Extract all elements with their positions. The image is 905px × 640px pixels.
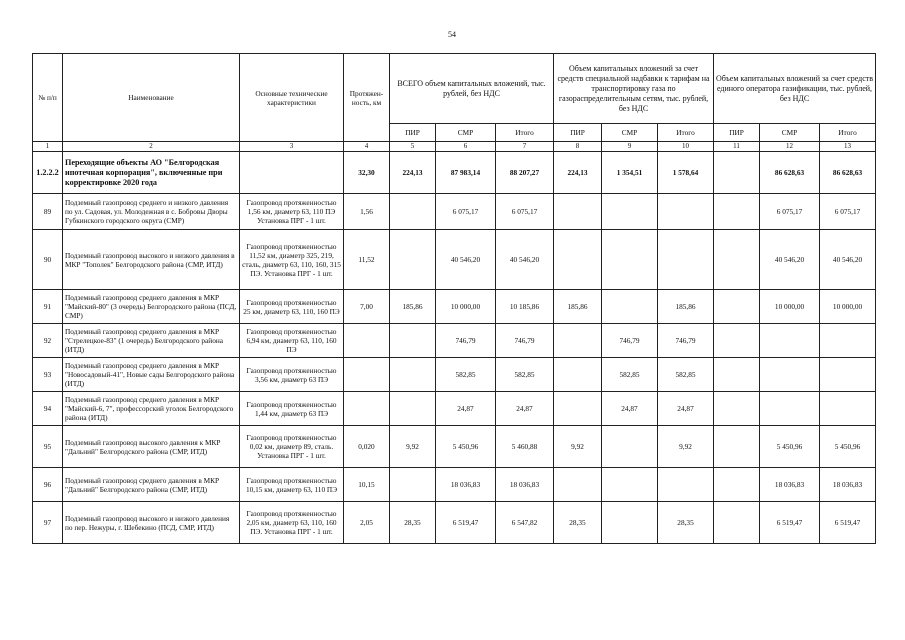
length-km: 7,00	[344, 290, 390, 324]
operator-itogo: 5 450,96	[820, 426, 876, 468]
technical-characteristics: Газопровод протяженностью 11,52 км, диаметр 325, 219, сталь, диаметр 63, 110, 160, 315 ПЭ. Установка ПРГ - 1 шт.	[240, 230, 344, 290]
object-name: Подземный газопровод среднего давления в МКР "Майский-80" (3 очередь) Белгородского района (ПСД, СМР)	[63, 290, 240, 324]
special-smr	[602, 290, 658, 324]
special-smr: 746,79	[602, 324, 658, 358]
column-number: 1	[33, 142, 63, 152]
length-km: 0,020	[344, 426, 390, 468]
row-number: 91	[33, 290, 63, 324]
operator-pir	[714, 502, 760, 544]
operator-itogo: 40 546,20	[820, 230, 876, 290]
object-name: Подземный газопровод среднего давления в МКР "Новосадовый-41", Новые сады Белгородского района (ИТД)	[63, 358, 240, 392]
object-name: Подземный газопровод среднего давления в МКР "Стрелецкое-83" (1 очередь) Белгородского района (ИТД)	[63, 324, 240, 358]
total-pir	[390, 194, 436, 230]
length-km	[344, 324, 390, 358]
total-smr: 6 519,47	[436, 502, 496, 544]
operator-pir	[714, 194, 760, 230]
operator-pir	[714, 290, 760, 324]
header-pir: ПИР	[714, 124, 760, 142]
header-total-group: ВСЕГО объем капитальных вложений, тыс. рублей, без НДС	[390, 54, 554, 124]
technical-characteristics: Газопровод протяженностью 3,56 км, диаметр 63 ПЭ	[240, 358, 344, 392]
table-row	[33, 290, 876, 324]
column-number: 5	[390, 142, 436, 152]
column-number: 4	[344, 142, 390, 152]
length-km: 1,56	[344, 194, 390, 230]
column-number: 2	[63, 142, 240, 152]
header-pir: ПИР	[390, 124, 436, 142]
operator-pir	[714, 152, 760, 194]
header-name: Наименование	[63, 54, 240, 142]
table-row	[33, 468, 876, 502]
total-itogo: 10 185,86	[496, 290, 554, 324]
header-tech: Основные технические характеристики	[240, 54, 344, 142]
row-number: 89	[33, 194, 63, 230]
row-number: 92	[33, 324, 63, 358]
operator-itogo: 86 628,63	[820, 152, 876, 194]
operator-smr: 6 075,17	[760, 194, 820, 230]
total-smr: 24,87	[436, 392, 496, 426]
special-itogo	[658, 468, 714, 502]
technical-characteristics: Газопровод протяженностью 1,56 км, диаметр 63, 110 ПЭ Установка ПРГ - 1 шт.	[240, 194, 344, 230]
header-itogo: Итого	[820, 124, 876, 142]
column-number: 13	[820, 142, 876, 152]
row-number: 93	[33, 358, 63, 392]
technical-characteristics: Газопровод протяженностью 10,15 км, диаметр 63, 110 ПЭ	[240, 468, 344, 502]
header-operator-group: Объем капитальных вложений за счет средств единого оператора газификации, тыс. рублей, без НДС	[714, 54, 876, 124]
table-body	[33, 152, 876, 544]
object-name: Подземный газопровод высокого и низкого давления в МКР "Тополек" Белгородского района (СМР, ИТД)	[63, 230, 240, 290]
column-number: 10	[658, 142, 714, 152]
column-number: 8	[554, 142, 602, 152]
operator-itogo	[820, 358, 876, 392]
technical-characteristics: Газопровод протяженностью 0,02 км, диаметр 89, сталь. Установка ПРГ - 1 шт.	[240, 426, 344, 468]
page-number: 54	[448, 30, 456, 39]
header-smr: СМР	[436, 124, 496, 142]
operator-itogo: 18 036,83	[820, 468, 876, 502]
total-smr: 5 450,96	[436, 426, 496, 468]
object-name: Подземный газопровод высокого и низкого давления по пер. Нежуры, г. Шебекино (ПСД, СМР, ИТД)	[63, 502, 240, 544]
row-number: 97	[33, 502, 63, 544]
special-smr: 24,87	[602, 392, 658, 426]
operator-smr: 5 450,96	[760, 426, 820, 468]
table-row	[33, 230, 876, 290]
operator-pir	[714, 426, 760, 468]
length-km: 10,15	[344, 468, 390, 502]
special-smr: 1 354,51	[602, 152, 658, 194]
table-row	[33, 324, 876, 358]
special-pir	[554, 324, 602, 358]
operator-pir	[714, 324, 760, 358]
technical-characteristics	[240, 152, 344, 194]
length-km: 32,30	[344, 152, 390, 194]
operator-smr: 18 036,83	[760, 468, 820, 502]
total-itogo: 6 075,17	[496, 194, 554, 230]
total-itogo: 24,87	[496, 392, 554, 426]
special-pir	[554, 392, 602, 426]
object-name: Подземный газопровод среднего давления в МКР "Дальний" Белгородского района (СМР, ИТД)	[63, 468, 240, 502]
technical-characteristics: Газопровод протяженностью 1,44 км, диаметр 63 ПЭ	[240, 392, 344, 426]
operator-itogo: 6 075,17	[820, 194, 876, 230]
total-smr: 6 075,17	[436, 194, 496, 230]
header-itogo: Итого	[496, 124, 554, 142]
operator-smr: 86 628,63	[760, 152, 820, 194]
object-name: Подземный газопровод высокого давления к МКР "Дальний" Белгородского района (СМР, ИТД)	[63, 426, 240, 468]
header-smr: СМР	[760, 124, 820, 142]
total-itogo: 5 460,88	[496, 426, 554, 468]
technical-characteristics: Газопровод протяженностью 6,94 км, диаметр 63, 110, 160 ПЭ	[240, 324, 344, 358]
column-number: 11	[714, 142, 760, 152]
special-pir: 9,92	[554, 426, 602, 468]
total-pir	[390, 358, 436, 392]
special-itogo	[658, 194, 714, 230]
column-number: 9	[602, 142, 658, 152]
total-pir	[390, 230, 436, 290]
column-number: 6	[436, 142, 496, 152]
special-itogo: 1 578,64	[658, 152, 714, 194]
total-itogo: 6 547,82	[496, 502, 554, 544]
total-pir	[390, 468, 436, 502]
operator-smr	[760, 392, 820, 426]
total-pir: 224,13	[390, 152, 436, 194]
total-pir: 28,35	[390, 502, 436, 544]
special-itogo: 9,92	[658, 426, 714, 468]
total-itogo: 40 546,20	[496, 230, 554, 290]
table-row	[33, 358, 876, 392]
total-itogo: 18 036,83	[496, 468, 554, 502]
operator-pir	[714, 468, 760, 502]
operator-itogo: 10 000,00	[820, 290, 876, 324]
special-itogo: 746,79	[658, 324, 714, 358]
total-smr: 10 000,00	[436, 290, 496, 324]
table-row	[33, 392, 876, 426]
total-itogo: 746,79	[496, 324, 554, 358]
technical-characteristics: Газопровод протяженностью 2,05 км, диаметр 63, 110, 160 ПЭ. Установка ПРГ - 1 шт.	[240, 502, 344, 544]
row-number: 94	[33, 392, 63, 426]
object-name: Подземный газопровод среднего давления в МКР "Майский-6, 7", профессорский уголок Белгородского района (ИТД)	[63, 392, 240, 426]
summary-row	[33, 152, 876, 194]
column-number-row	[33, 142, 876, 152]
special-itogo: 582,85	[658, 358, 714, 392]
table-row	[33, 426, 876, 468]
special-itogo: 185,86	[658, 290, 714, 324]
operator-smr: 6 519,47	[760, 502, 820, 544]
special-pir	[554, 230, 602, 290]
special-smr: 582,85	[602, 358, 658, 392]
total-smr: 582,85	[436, 358, 496, 392]
investment-table	[32, 53, 876, 544]
row-number: 95	[33, 426, 63, 468]
special-pir: 224,13	[554, 152, 602, 194]
special-smr	[602, 468, 658, 502]
object-name: Переходящие объекты АО "Белгородская ипотечная корпорация", включенные при корректировке 2020 года	[63, 152, 240, 194]
special-smr	[602, 502, 658, 544]
column-number: 7	[496, 142, 554, 152]
length-km	[344, 358, 390, 392]
column-number: 3	[240, 142, 344, 152]
table-row	[33, 502, 876, 544]
special-smr	[602, 194, 658, 230]
special-itogo: 28,35	[658, 502, 714, 544]
total-itogo: 88 207,27	[496, 152, 554, 194]
operator-pir	[714, 392, 760, 426]
header-itogo: Итого	[658, 124, 714, 142]
header-pir: ПИР	[554, 124, 602, 142]
total-itogo: 582,85	[496, 358, 554, 392]
operator-pir	[714, 230, 760, 290]
length-km	[344, 392, 390, 426]
total-smr: 18 036,83	[436, 468, 496, 502]
operator-smr	[760, 358, 820, 392]
total-smr: 746,79	[436, 324, 496, 358]
row-number: 1.2.2.2	[33, 152, 63, 194]
operator-smr	[760, 324, 820, 358]
special-itogo: 24,87	[658, 392, 714, 426]
table-row	[33, 194, 876, 230]
column-number: 12	[760, 142, 820, 152]
length-km: 11,52	[344, 230, 390, 290]
special-pir	[554, 468, 602, 502]
special-pir: 28,35	[554, 502, 602, 544]
operator-itogo	[820, 324, 876, 358]
header-num: № п/п	[33, 54, 63, 142]
operator-itogo: 6 519,47	[820, 502, 876, 544]
row-number: 90	[33, 230, 63, 290]
special-itogo	[658, 230, 714, 290]
total-smr: 87 983,14	[436, 152, 496, 194]
operator-pir	[714, 358, 760, 392]
header-smr: СМР	[602, 124, 658, 142]
special-smr	[602, 230, 658, 290]
total-pir	[390, 392, 436, 426]
total-pir	[390, 324, 436, 358]
row-number: 96	[33, 468, 63, 502]
object-name: Подземный газопровод среднего и низкого давления по ул. Садовая, ул. Молодежная в с. Бобровы Дворы Губкинского городского округа (СМР)	[63, 194, 240, 230]
operator-smr: 10 000,00	[760, 290, 820, 324]
operator-itogo	[820, 392, 876, 426]
operator-smr: 40 546,20	[760, 230, 820, 290]
header-length: Протяжен-ность, км	[344, 54, 390, 142]
total-smr: 40 546,20	[436, 230, 496, 290]
special-pir	[554, 358, 602, 392]
special-pir	[554, 194, 602, 230]
total-pir: 9,92	[390, 426, 436, 468]
technical-characteristics: Газопровод протяженностью 25 км, диаметр 63, 110, 160 ПЭ	[240, 290, 344, 324]
special-smr	[602, 426, 658, 468]
header-special-group: Объем капитальных вложений за счет средств специальной надбавки к тарифам на транспортировку газа по газораспределительным сетям, тыс. рублей, без НДС	[554, 54, 714, 124]
length-km: 2,05	[344, 502, 390, 544]
special-pir: 185,86	[554, 290, 602, 324]
total-pir: 185,86	[390, 290, 436, 324]
